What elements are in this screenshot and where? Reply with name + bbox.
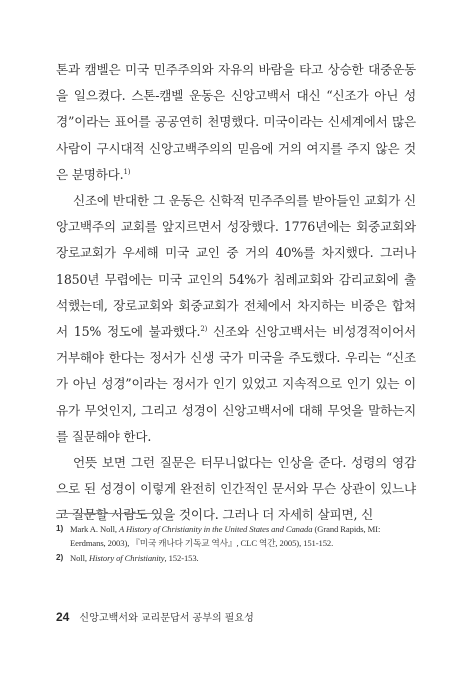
paragraph-1-text: 톤과 캠벨은 미국 민주주의와 자유의 바람을 타고 상승한 대중운동을 일으켰다. 스톤-캠벨 운동은 신앙고백서 대신 “신조가 아닌 성경”이라는 표어를 공공연히 천명했다. 미국이라는 신세계에서 많은 사람이 구시대적 신앙고백주의의 믿음에 거의 여지를 주지 않은 것은 분명하다. [56, 62, 416, 182]
page-footer [56, 609, 254, 624]
footnote-2-number: 2) [56, 552, 64, 562]
footnote-1-text [70, 522, 416, 551]
paragraph-1 [56, 57, 416, 188]
footnote-1-text-after: (Grand Rapids, MI: Eerdmans, 2003), 『미국 캐나다 기독교 역사』, CLC 역간, 2005), 151-152. [70, 524, 381, 549]
footnote-ref-1[interactable]: 1) [123, 167, 131, 176]
paragraph-3 [56, 450, 416, 529]
page-number: 24 [56, 610, 70, 624]
paragraph-2-text-after: 신조와 신앙고백서는 비성경적이어서 거부해야 한다는 정서가 신생 국가 미국을 주도했다. 우리는 “신조가 아닌 성경”이라는 정서가 인기 있었고 지속적으로 인기 있는 이유가 무엇인지, 그리고 성경이 신앙고백서에 대해 무엇을 말하는지를 질문해야 한다. [56, 324, 416, 444]
footnote-ref-2[interactable]: 2) [200, 324, 208, 333]
footnote-2-text-after: , 152-153. [164, 552, 199, 563]
footnote-divider [56, 513, 161, 514]
footnote-2-title: History of Christianity [88, 552, 165, 563]
footnote-1-title: A History of Christianity in the United States and Canada [118, 524, 313, 534]
paragraph-3-text: 언뜻 보면 그런 질문은 터무니없다는 인상을 준다. 성령의 영감으로 된 성경이 이렇게 완전히 인간적인 문서와 무슨 상관이 있느냐고 질문할 사람도 있을 것이다. 그러나 더 자세히 살피면, 신 [56, 455, 416, 523]
footnote-1-text-before: Mark A. Noll, [70, 524, 119, 534]
footnote-2-text [70, 551, 416, 565]
footnote-2 [56, 551, 416, 565]
paragraph-2-text-before: 신조에 반대한 그 운동은 신학적 민주주의를 받아들인 교회가 신앙고백주의 교회를 앞지르면서 성장했다. 1776년에는 회중교회와 장로교회가 우세해 미국 교인 중 거의 40%를 차지했다. 그러나 1850년 무렵에는 미국 교인의 54%가 침례교회와 감리교회에 출석했는데, 장로교회와 회중교회가 전체에서 차지하는 비중은 합쳐서 15% 정도에 불과했다. [56, 193, 416, 340]
running-title: 신앙고백서와 교리문답서 공부의 필요성 [79, 613, 254, 624]
footnote-1-number: 1) [56, 524, 64, 533]
footnote-1 [56, 522, 416, 551]
paragraph-2 [56, 188, 416, 450]
body-text [56, 57, 416, 529]
footnotes [56, 522, 416, 565]
footnote-2-text-before: Noll, [70, 552, 89, 563]
